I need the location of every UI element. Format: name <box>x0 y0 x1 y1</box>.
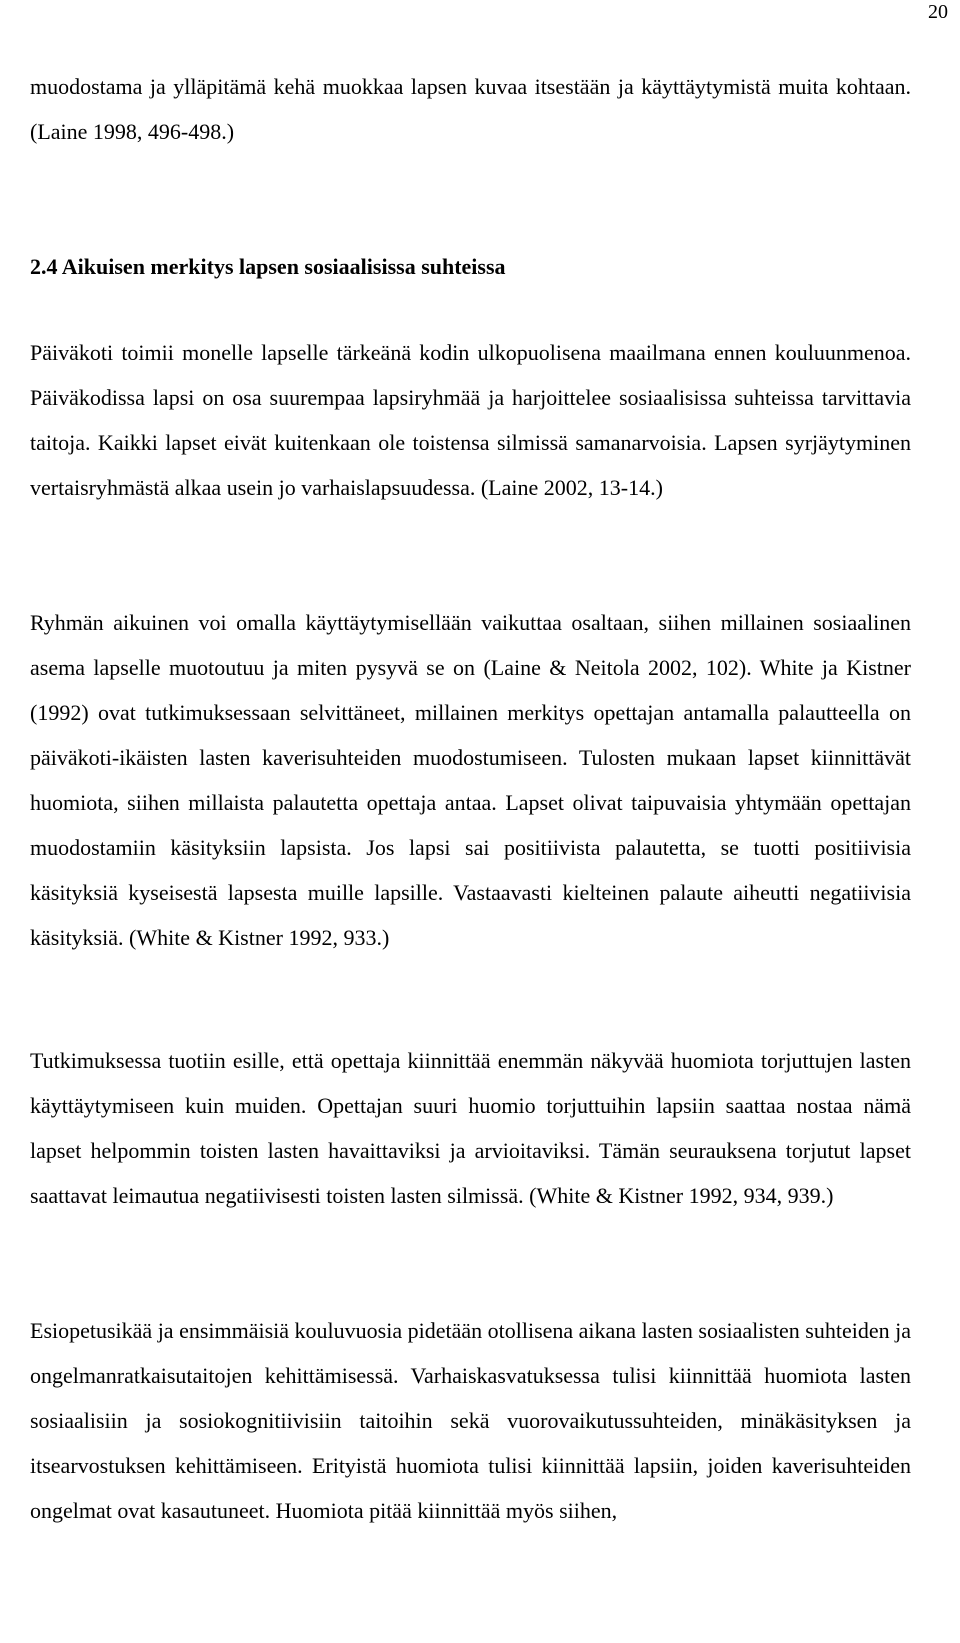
section-heading: 2.4 Aikuisen merkitys lapsen sosiaalisissa suhteissa <box>30 254 506 279</box>
page-number: 20 <box>928 1 948 23</box>
paragraph-continuation: muodostama ja ylläpitämä kehä muokkaa lapsen kuvaa itsestään ja käyttäytymistä muita kohtaan. (Laine 1998, 496-498.) <box>30 74 911 144</box>
paragraph-3: Tutkimuksessa tuotiin esille, että opettaja kiinnittää enemmän näkyvää huomiota torjuttujen lasten käyttäytymiseen kuin muiden. Opettajan suuri huomio torjuttuihin lapsiin saattaa nostaa nämä lapset helpommin toisten lasten havaittaviksi ja arvioitaviksi. Tämän seurauksena torjutut lapset saattavat leimautua negatiivisesti toisten lasten silmissä. (White & Kistner 1992, 934, 939.) <box>30 1048 911 1208</box>
paragraph-2: Ryhmän aikuinen voi omalla käyttäytymisellään vaikuttaa osaltaan, siihen millainen sosiaalinen asema lapselle muotoutuu ja miten pysyvä se on (Laine & Neitola 2002, 102). White ja Kistner (1992) ovat tutkimuksessaan selvittäneet, millainen merkitys opettajan antamalla palautteella on päiväkoti-ikäisten lasten kaverisuhteiden muodostumiseen. Tulosten mukaan lapset kiinnittävät huomiota, siihen millaista palautetta opettaja antaa. Lapset olivat taipuvaisia yhtymään opettajan muodostamiin käsityksiin lapsista. Jos lapsi sai positiivista palautetta, se tuotti positiivisia käsityksiä kyseisestä lapsesta muille lapsille. Vastaavasti kielteinen palaute aiheutti negatiivisia käsityksiä. (White & Kistner 1992, 933.) <box>30 610 911 950</box>
paragraph-4: Esiopetusikää ja ensimmäisiä kouluvuosia pidetään otollisena aikana lasten sosiaalisten suhteiden ja ongelmanratkaisutaitojen kehittämisessä. Varhaiskasvatuksessa tulisi kiinnittää huomiota lasten sosiaalisiin ja sosiokognitiivisiin taitoihin sekä vuorovaikutussuhteiden, minäkäsityksen ja itsearvostuksen kehittämiseen. Erityistä huomiota tulisi kiinnittää lapsiin, joiden kaverisuhteiden ongelmat ovat kasautuneet. Huomiota pitää kiinnittää myös siihen, <box>30 1318 911 1523</box>
paragraph-1: Päiväkoti toimii monelle lapselle tärkeänä kodin ulkopuolisena maailmana ennen kouluunmenoa. Päiväkodissa lapsi on osa suurempaa lapsiryhmää ja harjoittelee sosiaalisissa suhteissa tarvittavia taitoja. Kaikki lapset eivät kuitenkaan ole toistensa silmissä samanarvoisia. Lapsen syrjäytyminen vertaisryhmästä alkaa usein jo varhaislapsuudessa. (Laine 2002, 13-14.) <box>30 340 911 500</box>
